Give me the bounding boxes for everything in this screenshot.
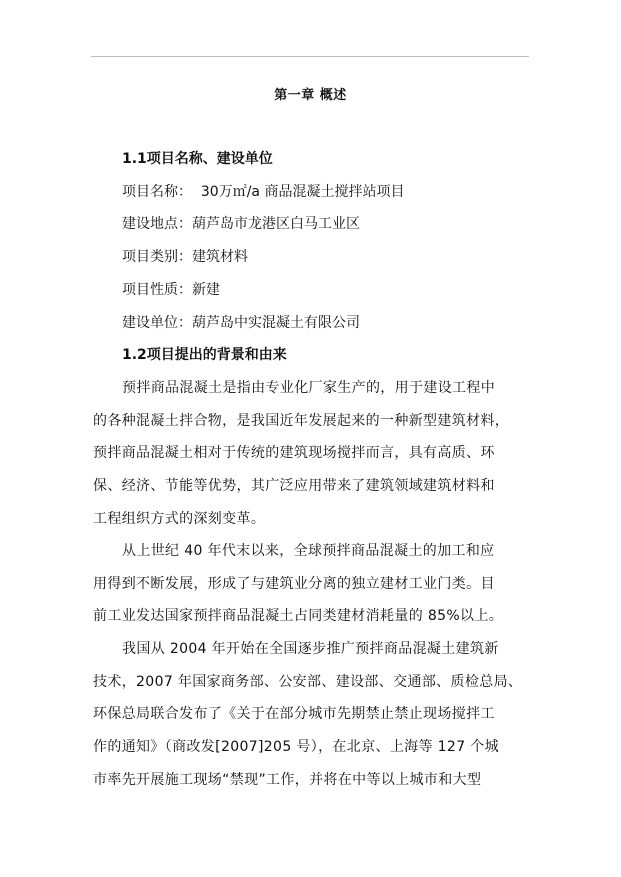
paragraph-line: 工程组织方式的深刻变革。 [93,511,266,527]
field-value: 建筑材料 [192,249,248,265]
field-label: 项目名称： [122,184,192,200]
field-label: 建设单位： [122,315,192,331]
chapter-title: 第一章 概述 [274,88,347,103]
paragraph-line: 前工业发达国家预拌商品混凝土占同类建材消耗量的 85%以上。 [93,608,504,624]
paragraph-line: 我国从 2004 年开始在全国逐步推广预拌商品混凝土建筑新 [122,641,499,657]
field-value: 新建 [192,282,220,298]
paragraph-line: 作的通知》（商改发[2007]205 号），在北京、上海等 127 个城 [93,739,499,755]
paragraph-line: 从上世纪 40 年代末以来，全球预拌商品混凝土的加工和应 [122,543,495,559]
paragraph-line: 技术，2007 年国家商务部、公安部、建设部、交通部、质检总局、 [93,674,523,690]
field-category [122,246,248,266]
field-value: 葫芦岛中实混凝土有限公司 [192,315,360,331]
field-nature [122,279,220,299]
field-label: 项目类别： [122,249,192,265]
field-label: 项目性质： [122,282,192,298]
field-value: 葫芦岛市龙港区白马工业区 [192,216,360,232]
field-label: 建设地点： [122,216,192,232]
field-value: 30万㎡/a 商品混凝土搅拌站项目 [192,184,405,200]
section-heading-1-2: 1.2项目提出的背景和由来 [122,347,287,363]
paragraph-line: 环保总局联合发布了《关于在部分城市先期禁止禁止现场搅拌工 [93,706,495,722]
paragraph-line: 用得到不断发展，形成了与建筑业分离的独立建材工业门类。目 [93,576,495,592]
field-builder [122,312,360,332]
paragraph-line: 预拌商品混凝土是指由专业化厂家生产的，用于建设工程中 [122,380,496,396]
paragraph-line: 市率先开展施工现场“禁现”工作，并将在中等以上城市和大型 [93,772,482,788]
paragraph-line: 的各种混凝土拌合物，是我国近年发展起来的一种新型建筑材料， [93,413,510,429]
field-location [122,213,360,233]
section-heading-1-1: 1.1项目名称、建设单位 [122,151,273,167]
paragraph-line: 保、经济、节能等优势，其广泛应用带来了建筑领域建筑材料和 [93,478,495,494]
paragraph-line: 预拌商品混凝土相对于传统的建筑现场搅拌而言，具有高质、环 [93,445,495,461]
field-project-name [122,181,404,201]
header-rule [91,56,529,57]
